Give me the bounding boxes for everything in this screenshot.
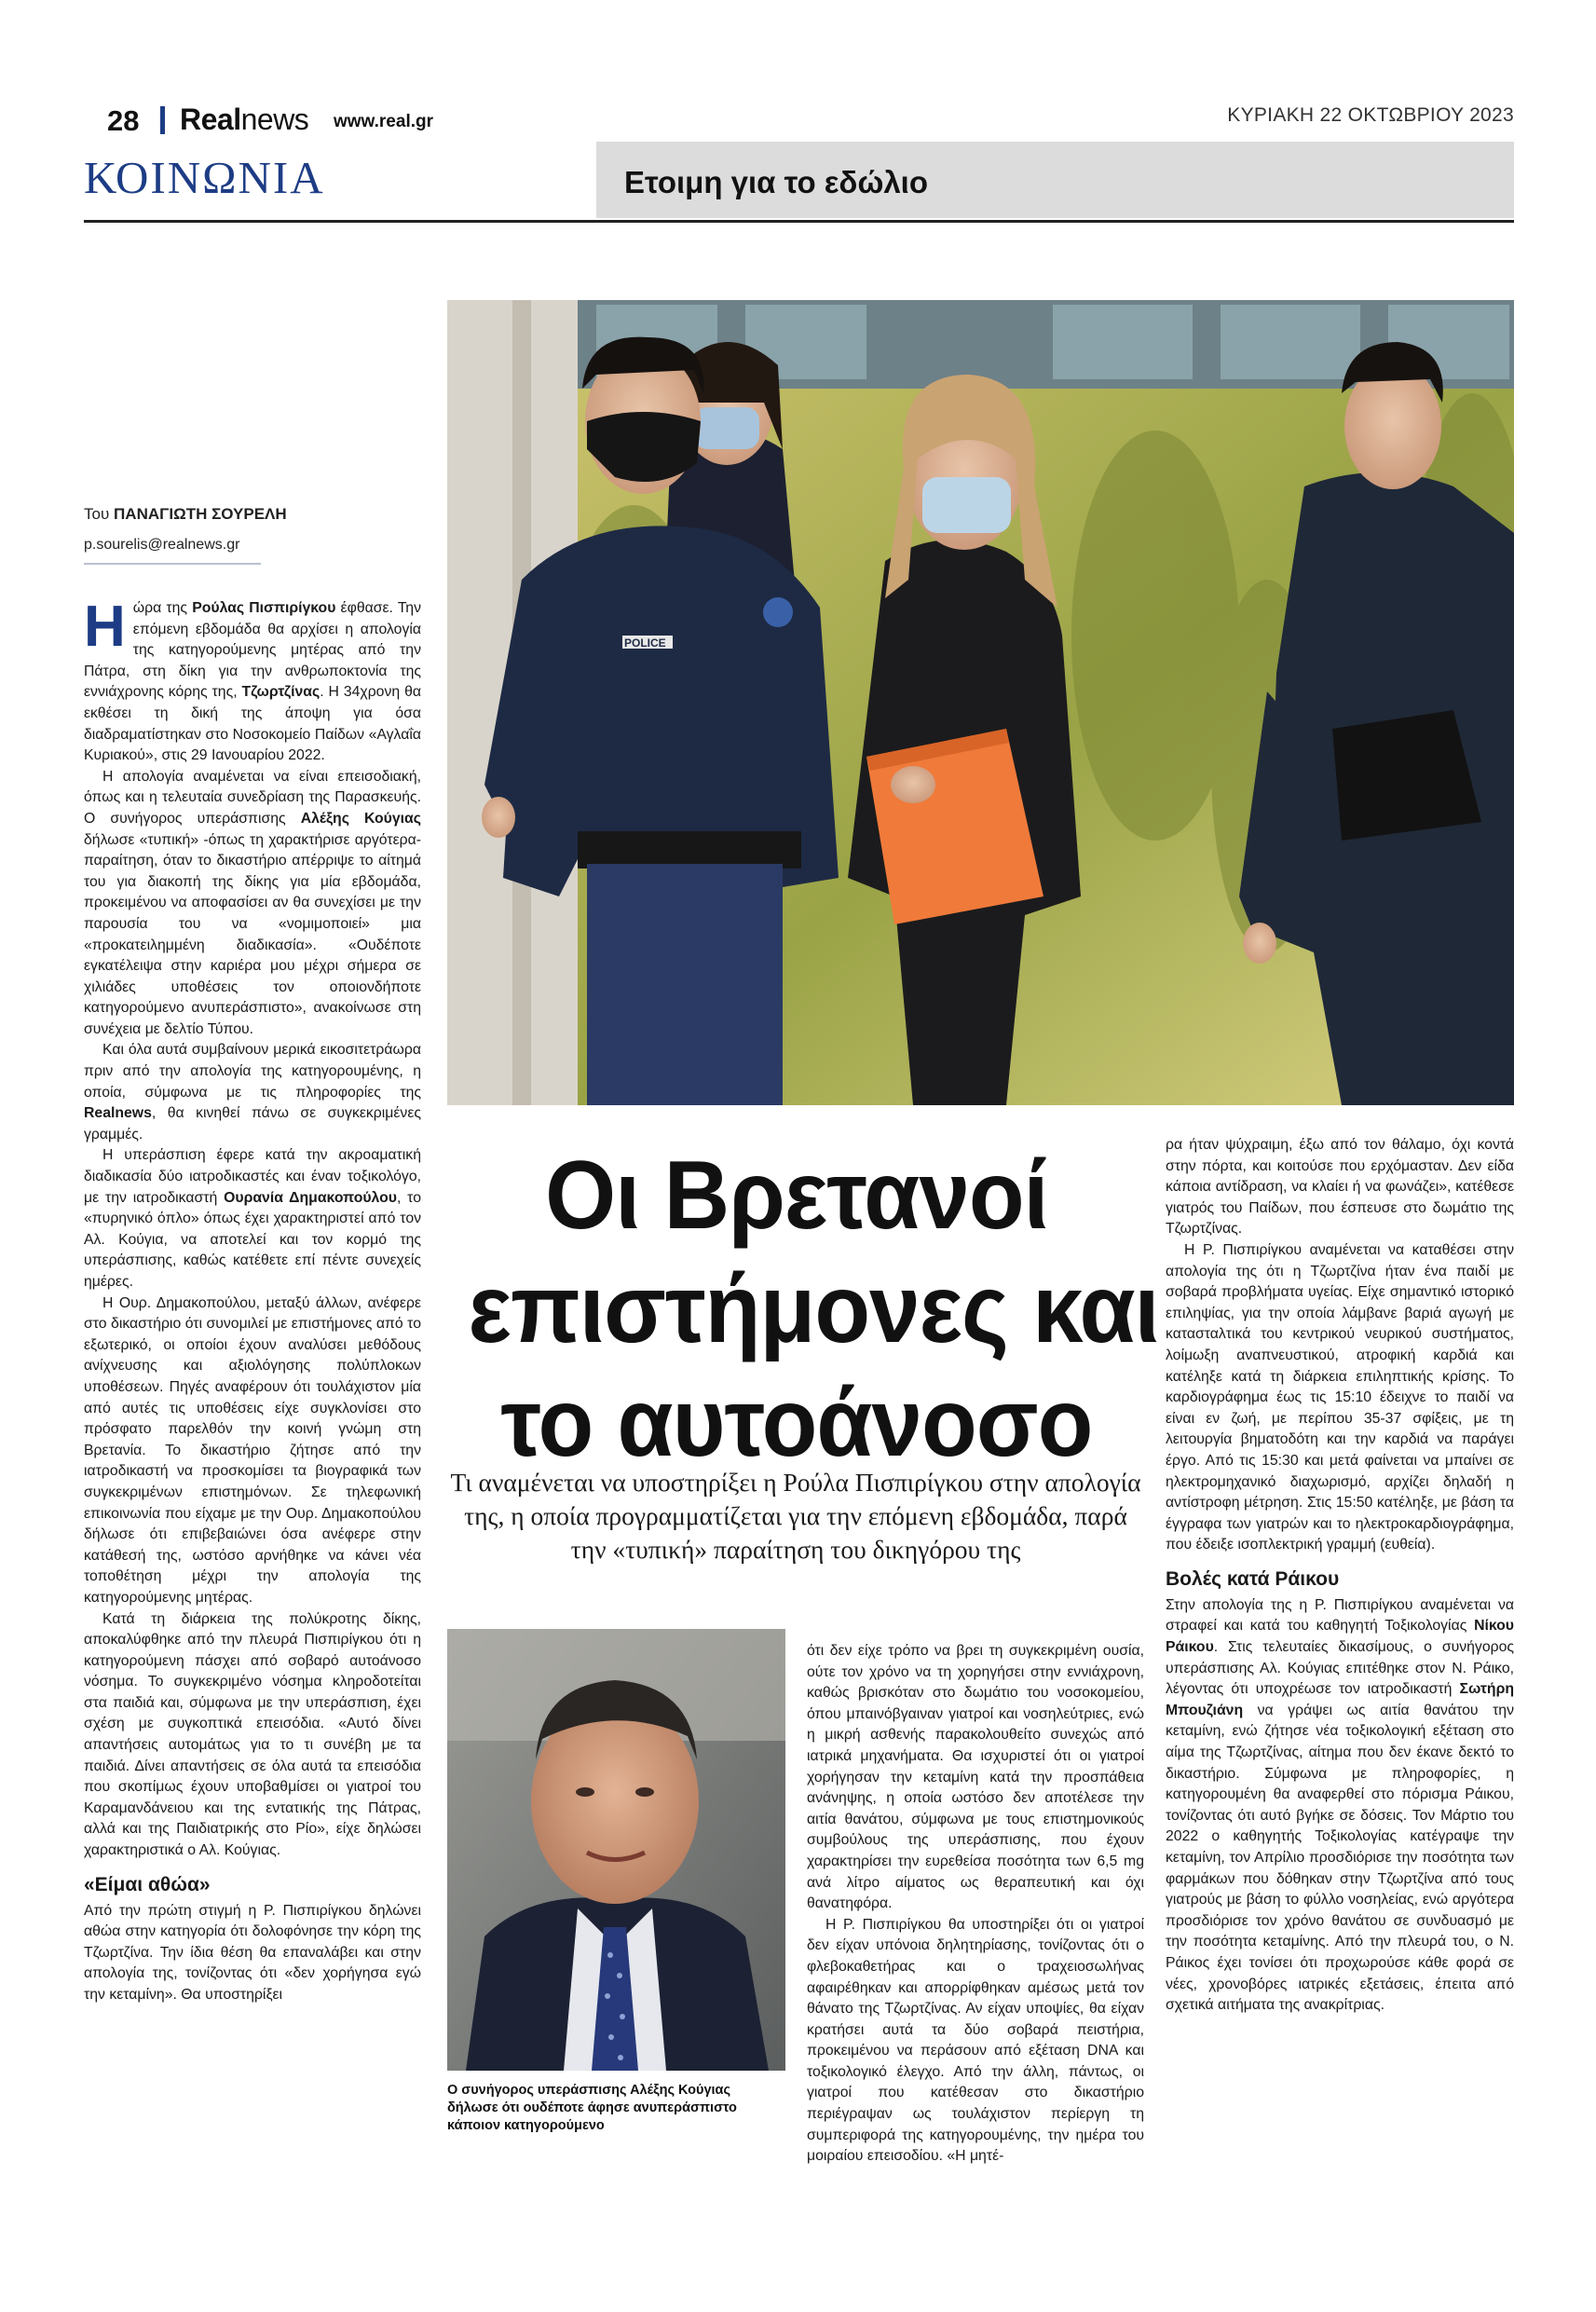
- byline-author: ΠΑΝΑΓΙΩΤΗ ΣΟΥΡΕΛΗ: [114, 505, 287, 523]
- headline-line-3: το αυτοάνοσο: [500, 1369, 1093, 1477]
- name-tzortzina: Τζωρτζίνας: [241, 684, 321, 701]
- paragraph: Κατά τη διάρκεια της πολύκροτης δίκης, αποκαλύφθηκε από την πλευρά Πισπιρίγκου ότι η κατηγορούμενη πάσχει από σοβαρό αυτοάνοσο νόσημα. Το συγκεκριμένο νόσημα κληροδοτείται στα παιδιά και, σύμφωνα με την υπεράσπιση, έχει σχέση με συγκοπτικά επεισόδια. «Αυτό δίνει απαντήσεις αυτομάτως για το τι συνέβη με τα παιδιά. Δίνει απαντήσεις σε όλα αυτά τα επεισόδια που σκοπίμως έχουν υποβαθμίσει οι γιατροί του Καραμανδάνειου και της εντατικής της Πάτρας, αλλά και της Παιδιατρικής στο Ρίο», είχε δηλώσει χαρακτηριστικά ο Αλ. Κούγιας.: [84, 1610, 421, 1859]
- drop-cap: Η: [84, 595, 126, 659]
- paragraph: Και όλα αυτά συμβαίνουν μερικά εικοσιτετράωρα πριν από την απολογία της κατηγορουμένης, η οποία, σύμφωνα με τις πληροφορίες της Realnews, θα κινηθεί πάνω σε συγκεκριμένες γραμμές.: [84, 1042, 421, 1142]
- name-kougias: Αλέξης Κούγιας: [300, 810, 421, 827]
- brand-real: Real: [180, 103, 241, 136]
- article-column-3: [807, 1641, 1144, 2168]
- section-title: ΚΟΙΝΩΝΙΑ: [84, 152, 325, 203]
- lawyer-photo: [447, 1629, 785, 2071]
- subheading-raikos: Βολές κατά Ράικου: [1166, 1567, 1340, 1590]
- paragraph: Η Ρ. Πισπιρίγκου αναμένεται να καταθέσει στην απολογία της ότι η Τζωρτζίνα ήταν ένα παιδί με σοβαρά προβλήματα υγείας. Είχε σημαντικό ιστορικό επιληψίας, για την οποία λάμβανε βαριά αγωγή με κατασταλτικά του κεντρικού νευρικού συστήματος, λοίμωξη αναπνευστικού, ατροφική καρδιά και κατέληξε κατά τη διάρκεια επιληπτικής κρίσης. Το καρδιογράφημα έως τις 15:10 έδειχνε το παιδί να είναι εν ζωή, με περίπου 35-37 σφίξεις, με τη λειτουργία βηματοδότη και την καρδιά να παράγει έργο. Από τις 15:30 και μετά φαίνεται να μπαίνει σε ηλεκτρομηχανικό διαχωρισμό, αρχίζει δηλαδή η αντίστροφη μέτρηση. Στις 15:50 κατέληξε, με βάση τα έγγραφα των γιατρών και το ηλεκτροκαρδιογράφημα, που έδειξε ισοπλεκτρική γραμμή (ευθεία).: [1166, 1241, 1514, 1553]
- paragraph: Από την πρώτη στιγμή η Ρ. Πισπιρίγκου δηλώνει αθώα στην κατηγορία ότι δολοφόνησε την κόρη της Τζωρτζίνα. Την ίδια θέση θα επαναλάβει και στην απολογία της, τονίζοντας ότι «δεν χορήγησα εγώ την κεταμίνη». Θα υποστηρίξει: [84, 1902, 421, 2003]
- headline-line-1: Οι Βρετανοί: [545, 1142, 1048, 1250]
- subheading-innocent: «Είμαι αθώα»: [84, 1873, 211, 1895]
- name-bouzianis: Σωτήρη Μπουζιάνη: [1166, 1681, 1514, 1718]
- brand-news: news: [240, 103, 309, 136]
- brand-logo: [180, 103, 308, 137]
- paragraph: ρα ήταν ψύχραιμη, έξω από τον θάλαμο, όχι κοντά στην πόρτα, και κοιτούσε που ερχόμασταν. Δεν είδα κάποια αντίδραση, να κλαίει ή να φωνάζει», κατέθεσε γιατρός του Παίδων, που έσπευσε στο δωμάτιο της Τζωρτζίνας.: [1166, 1137, 1514, 1238]
- police-badge-text: POLICE: [624, 636, 666, 650]
- paragraph: Η Ρ. Πισπιρίγκου θα υποστηρίξει ότι οι γιατροί δεν είχαν υπόνοια δηλητηρίασης, τονίζοντας ότι ο φλεβοκαθετήρας και ο τραχειοσωλήνας αφαιρέθηκαν και απορρίφθηκαν αμέσως μετά τον θάνατο της Τζωρτζίνας. Αν είχαν υποψίες, θα είχαν κρατήσει αυτά τα δύο σοβαρά πειστήρια, προκειμένου να περάσουν από εξέταση DNA και τοξικολογικό έλεγχο. Από την άλλη, πάντως, οι γιατροί που κατέθεσαν στο δικαστήριο περιέγραψαν ως τουλάχιστον περίεργη τη συμπεριφορά της κατηγορουμένης, την ημέρα του μοιραίου επεισοδίου. «Η μητέ-: [807, 1916, 1144, 2165]
- paragraph: Ηώρα της Ρούλας Πισπιρίγκου έφθασε. Την επόμενη εβδομάδα θα αρχίσει η απολογία της κατηγορούμενης μητέρας από την Πάτρα, στη δίκη για την ανθρωποκτονία της εννιάχρονης κόρης της, Τζωρτζίνας. Η 34χρονη θα εκθέσει τη δική της άποψη για όσα διαδραματίστηκαν στο Νοσοκομείο Παίδων «Αγλαΐα Κυριακού», στις 29 Ιανουαρίου 2022.: [84, 595, 421, 764]
- paragraph: ότι δεν είχε τρόπο να βρει τη συγκεκριμένη ουσία, ούτε τον χρόνο να τη χορηγήσει στην εννιάχρονη, καθώς βρισκόταν στο δωμάτιο του νοσοκομείου, όπου μπαινόβγαιναν γιατροί και νοσηλεύτριες, ενώ η μικρή ασθενής παρακολουθείτο συνεχώς από ιατρικά μηχανήματα. Θα ισχυριστεί ότι οι γιατροί χορήγησαν την κεταμίνη κατά την προσπάθεια ανάνηψης, η οποία ωστόσο δεν αποτέλεσε την αιτία θανάτου, σύμφωνα με τους επιστημονικούς συμβούλους της υπεράσπισης, που έχουν χαρακτηρίσει την ευρεθείσα ποσότητα των 6,5 mg ανά λίτρο αίματος ως θεραπευτική και όχι θανατηφόρα.: [807, 1643, 1144, 1912]
- paragraph: Η Ουρ. Δημακοπούλου, μεταξύ άλλων, ανέφερε στο δικαστήριο ότι συνομιλεί με επιστήμονες από το εξωτερικό, οι οποίοι έχουν αναλύσει μεθόδους ανίχνευσης και αξιολόγησης πολύπλοκων υποθέσεων. Πηγές αναφέρουν ότι τουλάχιστον μία από αυτές τις υποθέσεις είχε συγκλονίσει στο πρόσφατο παρελθόν την κοινή γνώμη στη Βρετανία. Το δικαστήριο ζήτησε από την ιατροδικαστή να προσκομίσει τα βιογραφικά των συγκεκριμένων επιστημόνων. Σε τηλεφωνική επικοινωνία που είχαμε με την Ουρ. Δημακοπούλου δήλωσε ότι επιβεβαιώνει όσα ανέφερε στην κατάθεσή της, ωστόσο αρνήθηκε να κάνει νέα τοποθέτηση μέχρι την απολογία της κατηγορούμενης μητέρας.: [84, 1294, 421, 1606]
- byline-prefix: Του: [84, 505, 110, 523]
- photo-caption: Ο συνήγορος υπεράσπισης Αλέξης Κούγιας δήλωσε ότι ουδέποτε άφησε ανυπεράσπιστο κάποιον κατηγορούμενο: [447, 2083, 737, 2133]
- paragraph: Η απολογία αναμένεται να είναι επεισοδιακή, όπως και η τελευταία συνεδρίαση της Παρασκευής. Ο συνήγορος υπεράσπισης Αλέξης Κούγιας δήλωσε «τυπική» -όπως τη χαρακτήρισε αργότερα- παραίτηση, όταν το δικαστήριο απέρριψε το αίτημά του για διακοπή της δίκης για μία εβδομάδα, προκειμένου να αποφασίσει αν θα συνεχίσει με την παρουσία του να «νομιμοποιεί» μια «προκατειλημμένη διαδικασία». «Ουδέποτε εγκατέλειψα στην καριέρα μου μέχρι σήμερα σε χιλιάδες υποθέσεις τον οποιονδήποτε κατηγορούμενο ανυπεράσπιστο», ανακοίνωσε στη συνέχεια με δελτίο Τύπου.: [84, 768, 421, 1037]
- topic-title: Ετοιμη για το εδώλιο: [624, 165, 929, 199]
- article-column-1: [84, 595, 421, 2006]
- header-rule: [84, 220, 1514, 223]
- paragraph: Η υπεράσπιση έφερε κατά την ακροαματική διαδικασία δύο ιατροδικαστές και έναν τοξικολόγο, με την ιατροδικαστή Ουρανία Δημακοπούλου, το «πυρηνικό όπλο» όπως έχει χαρακτηριστεί από τον Αλ. Κούγια, να αποτελεί και τον κορμό της υπεράσπισης, καθώς κατέθετε επί πέντε συνεχείς ημέρες.: [84, 1147, 421, 1290]
- header-divider: [160, 106, 165, 134]
- author-email[interactable]: p.sourelis@realnews.gr: [84, 537, 240, 553]
- name-dimakopoulou: Ουρανία Δημακοπούλου: [224, 1189, 397, 1206]
- main-photo: [447, 300, 1514, 1105]
- name-raikos: Νίκου Ράικου: [1166, 1618, 1514, 1656]
- byline: [84, 505, 287, 524]
- article-column-4: [1166, 1135, 1514, 2017]
- name-pispirigkou: Ρούλας Πισπιρίγκου: [192, 600, 336, 616]
- site-url: www.real.gr: [334, 112, 433, 131]
- name-realnews: Realnews: [84, 1105, 152, 1122]
- page-number: 28: [107, 104, 140, 137]
- issue-date: ΚΥΡΙΑΚΗ 22 ΟΚΤΩΒΡΙΟΥ 2023: [1227, 104, 1514, 126]
- byline-rule: [84, 563, 261, 565]
- headline: [468, 1139, 1159, 1480]
- subtitle: Τι αναμένεται να υποστηρίξει η Ρούλα Πισπιρίγκου στην απολογία της, η οποία προγραμματίζεται για την επόμενη εβδομάδα, παρά την «τυπική» παραίτηση του δικηγόρου της: [450, 1468, 1141, 1564]
- paragraph: Στην απολογία της η Ρ. Πισπιρίγκου αναμένεται να στραφεί και κατά του καθηγητή Τοξικολογίας Νίκου Ράικου. Στις τελευταίες δικασίμους, ο συνήγορος υπεράσπισης Αλ. Κούγιας επιτέθηκε στον Ν. Ράικο, λέγοντας ότι υποχρέωσε τον ιατροδικαστή Σωτήρη Μπουζιάνη να γράψει ως αιτία θανάτου την κεταμίνη, ενώ ζήτησε νέα τοξικολογική εξέταση στο αίμα της Τζωρτζίνας, αίτημα που δεν έκανε δεκτό το δικαστήριο. Σύμφωνα με πληροφορίες, η κατηγορουμένη θα αναφερθεί στο πόρισμα Ράικου, τονίζοντας ότι αυτό βγήκε σε δόσεις. Τον Μάρτιο του 2022 ο καθηγητής Τοξικολογίας κατέγραψε την κεταμίνη, τον Απρίλιο προσδιόρισε την ποσότητα των φαρμάκων που δόθηκαν στην Τζωρτζίνα από τους γιατρούς με βάση το φύλλο νοσηλείας, ενώ αργότερα προσδιόρισε τον χρόνο θανάτου σε συνδυασμό με την ποσότητα κεταμίνης. Από την πλευρά του, ο Ν. Ράικος έχει τονίσει ότι προχωρούσε κάθε φορά σε νέες, χρονοβόρες ιατρικές εξετάσεις, έπειτα από σχετικά αιτήματα της ανακρίτριας.: [1166, 1596, 1514, 2014]
- headline-line-2: επιστήμονες και: [468, 1255, 1159, 1363]
